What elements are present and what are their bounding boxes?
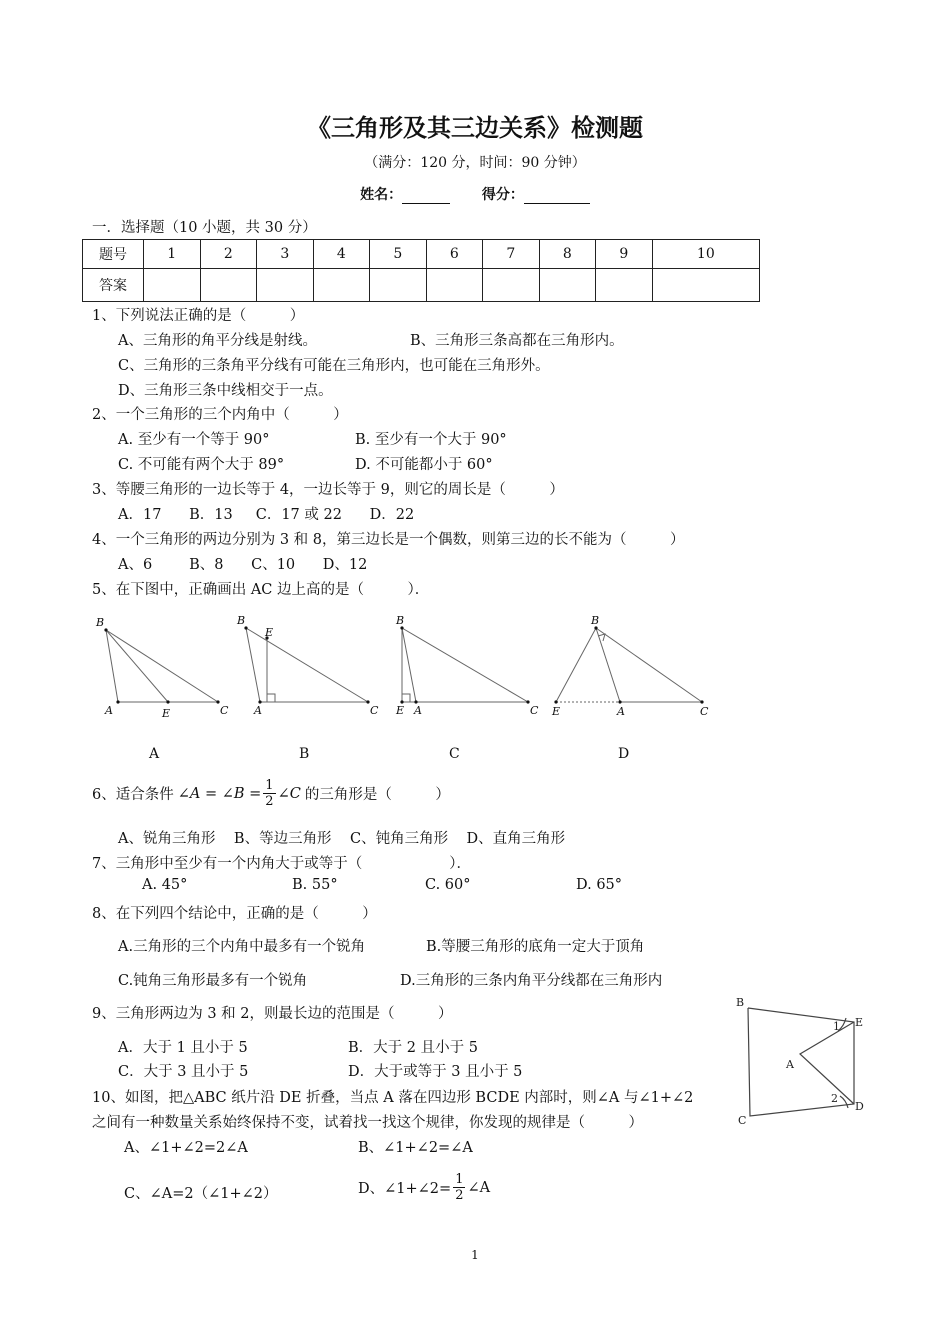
figure-label-a: A — [149, 746, 160, 762]
answer-cell[interactable] — [370, 269, 427, 302]
q8-option-d: D.三角形的三条内角平分线都在三角形内 — [400, 973, 663, 989]
table-row — [83, 269, 760, 302]
q7-option-c: C. 60° — [425, 877, 471, 893]
q3-options: A．17 B．13 C．17 或 22 D．22 — [118, 507, 415, 523]
answer-table — [82, 239, 760, 302]
point-label: C — [700, 705, 709, 718]
answer-cell[interactable] — [257, 269, 314, 302]
fig-label-e: E — [855, 1016, 864, 1029]
q10-figure — [730, 990, 870, 1130]
question-1: 1、下列说法正确的是（ ） — [92, 308, 305, 324]
table-cell: 4 — [313, 240, 370, 269]
q7-option-b: B. 55° — [292, 877, 338, 893]
question-9: 9、三角形两边为 3 和 2，则最长边的范围是（ ） — [92, 1006, 453, 1022]
question-7: 7、三角形中至少有一个内角大于或等于（ ）． — [92, 856, 471, 872]
point-label: B — [96, 616, 105, 629]
answer-cell[interactable] — [426, 269, 483, 302]
figure-point — [116, 700, 119, 703]
question-3: 3、等腰三角形的一边长等于 4，一边长等于 9，则它的周长是（ ） — [92, 482, 564, 498]
point-label: A — [105, 704, 113, 717]
q10-option-a: A、∠1+∠2=2∠A — [124, 1140, 248, 1156]
question-5: 5、在下图中，正确画出 AC 边上高的是（ ）． — [92, 582, 430, 598]
q6-fraction — [263, 778, 275, 809]
question-10: 10、如图，把△ABC 纸片沿 DE 折叠，当点 A 落在四边形 BCDE 内部时，则∠A 与∠1+∠2 — [92, 1090, 694, 1106]
q10-d-suffix: ∠A — [467, 1179, 491, 1196]
point-label: E — [552, 705, 561, 718]
fig-label-a: A — [786, 1058, 794, 1071]
q6-expr-right: ∠C — [277, 785, 301, 802]
q8-option-a: A.三角形的三个内角中最多有一个锐角 — [118, 939, 366, 955]
figure-point — [700, 700, 703, 703]
table-cell: 7 — [483, 240, 540, 269]
figure-point — [554, 700, 557, 703]
q8-option-c: C.钝角三角形最多有一个锐角 — [118, 973, 308, 989]
q9-option-b: B．大于 2 且小于 5 — [348, 1040, 478, 1056]
section-heading: 一．选择题（10 小题，共 30 分） — [92, 220, 317, 236]
q2-option-d: D. 不可能都小于 60° — [355, 457, 493, 473]
q10-option-b: B、∠1+∠2=∠A — [358, 1140, 473, 1156]
figure-point — [104, 628, 107, 631]
fig-label-1: 1 — [833, 1020, 840, 1033]
point-label: C — [530, 704, 539, 717]
q1-option-a: A、三角形的角平分线是射线。 — [118, 333, 317, 349]
q7-option-a: A. 45° — [142, 877, 188, 893]
score-blank[interactable] — [524, 189, 590, 204]
table-row — [83, 240, 760, 269]
q1-option-c: C、三角形的三条角平分线有可能在三角形内，也可能在三角形外。 — [118, 358, 550, 374]
q4-options: A、6 B、8 C、10 D、12 — [118, 557, 368, 573]
table-header-answer: 答案 — [83, 269, 144, 302]
point-label: A — [414, 704, 422, 717]
question-10-cont: 之间有一种数量关系始终保持不变，试着找一找这个规律，你发现的规律是（ ） — [92, 1115, 643, 1131]
point-label: E — [265, 626, 274, 639]
page-title: 《三角形及其三边关系》检测题 — [307, 113, 643, 142]
q10-option-d — [358, 1172, 490, 1203]
answer-cell[interactable] — [652, 269, 759, 302]
q2-option-c: C. 不可能有两个大于 89° — [118, 457, 285, 473]
table-cell: 10 — [652, 240, 759, 269]
q8-option-b: B.等腰三角形的底角一定大于顶角 — [426, 939, 645, 955]
question-6 — [92, 778, 450, 809]
q6-options: A、锐角三角形 B、等边三角形 C、钝角三角形 D、直角三角形 — [118, 831, 566, 847]
table-cell: 2 — [200, 240, 257, 269]
q2-option-b: B. 至少有一个大于 90° — [355, 432, 507, 448]
figure-point — [618, 700, 621, 703]
q9-option-c: C．大于 3 且小于 5 — [118, 1064, 249, 1080]
q1-option-d: D、三角形三条中线相交于一点。 — [118, 383, 333, 399]
page-number: 1 — [471, 1248, 479, 1262]
table-cell: 6 — [426, 240, 483, 269]
exam-info: （满分：120 分，时间：90 分钟） — [364, 155, 586, 171]
q1-option-b: B、三角形三条高都在三角形内。 — [410, 333, 624, 349]
q6-expr-left: ∠A = ∠B = — [177, 785, 262, 802]
question-2: 2、一个三角形的三个内角中（ ） — [92, 407, 348, 423]
q2-option-a: A. 至少有一个等于 90° — [118, 432, 270, 448]
point-label: C — [370, 704, 379, 717]
q7-option-d: D. 65° — [576, 877, 623, 893]
table-cell: 8 — [539, 240, 596, 269]
q10-d-prefix: D、∠1+∠2= — [358, 1181, 452, 1197]
q10-d-num: 1 — [455, 1172, 464, 1187]
table-cell: 9 — [596, 240, 653, 269]
q10-option-c: C、∠A=2（∠1+∠2） — [124, 1186, 278, 1202]
name-score-row — [0, 184, 950, 204]
point-label: E — [162, 707, 171, 720]
fig-label-b: B — [736, 996, 745, 1009]
answer-cell[interactable] — [200, 269, 257, 302]
point-label: B — [396, 614, 405, 627]
point-label: A — [617, 705, 625, 718]
point-label: E — [396, 704, 405, 717]
answer-cell[interactable] — [144, 269, 201, 302]
table-cell: 1 — [144, 240, 201, 269]
score-label: 得分： — [481, 187, 524, 203]
answer-cell[interactable] — [596, 269, 653, 302]
answer-cell[interactable] — [539, 269, 596, 302]
name-label: 姓名： — [360, 187, 403, 203]
answer-cell[interactable] — [313, 269, 370, 302]
figure-label-d: D — [618, 746, 630, 762]
fig-label-2: 2 — [831, 1092, 838, 1105]
question-4: 4、一个三角形的两边分别为 3 和 8，第三边长是一个偶数，则第三边的长不能为（ ） — [92, 532, 685, 548]
figure-label-b: B — [299, 746, 310, 762]
q10-d-fraction — [453, 1172, 465, 1203]
fig-label-d: D — [855, 1100, 864, 1113]
table-cell: 5 — [370, 240, 427, 269]
name-blank[interactable] — [402, 189, 450, 204]
point-label: B — [237, 614, 246, 627]
q5-figures — [90, 610, 730, 770]
q6-prefix: 6、适合条件 — [92, 787, 174, 803]
point-label: B — [591, 614, 600, 627]
question-8: 8、在下列四个结论中，正确的是（ ） — [92, 906, 377, 922]
point-label: C — [220, 704, 229, 717]
q9-option-d: D．大于或等于 3 且小于 5 — [348, 1064, 523, 1080]
q6-frac-num: 1 — [265, 778, 274, 793]
answer-cell[interactable] — [483, 269, 540, 302]
q6-frac-den: 2 — [265, 794, 274, 809]
q9-option-a: A．大于 1 且小于 5 — [118, 1040, 248, 1056]
figure-label-c: C — [449, 746, 460, 762]
point-label: A — [254, 704, 262, 717]
q6-suffix: 的三角形是（ ） — [304, 787, 450, 803]
table-header-number: 题号 — [83, 240, 144, 269]
fig-label-c: C — [738, 1114, 747, 1127]
q10-d-den: 2 — [455, 1188, 464, 1203]
table-cell: 3 — [257, 240, 314, 269]
figure-point — [166, 700, 169, 703]
